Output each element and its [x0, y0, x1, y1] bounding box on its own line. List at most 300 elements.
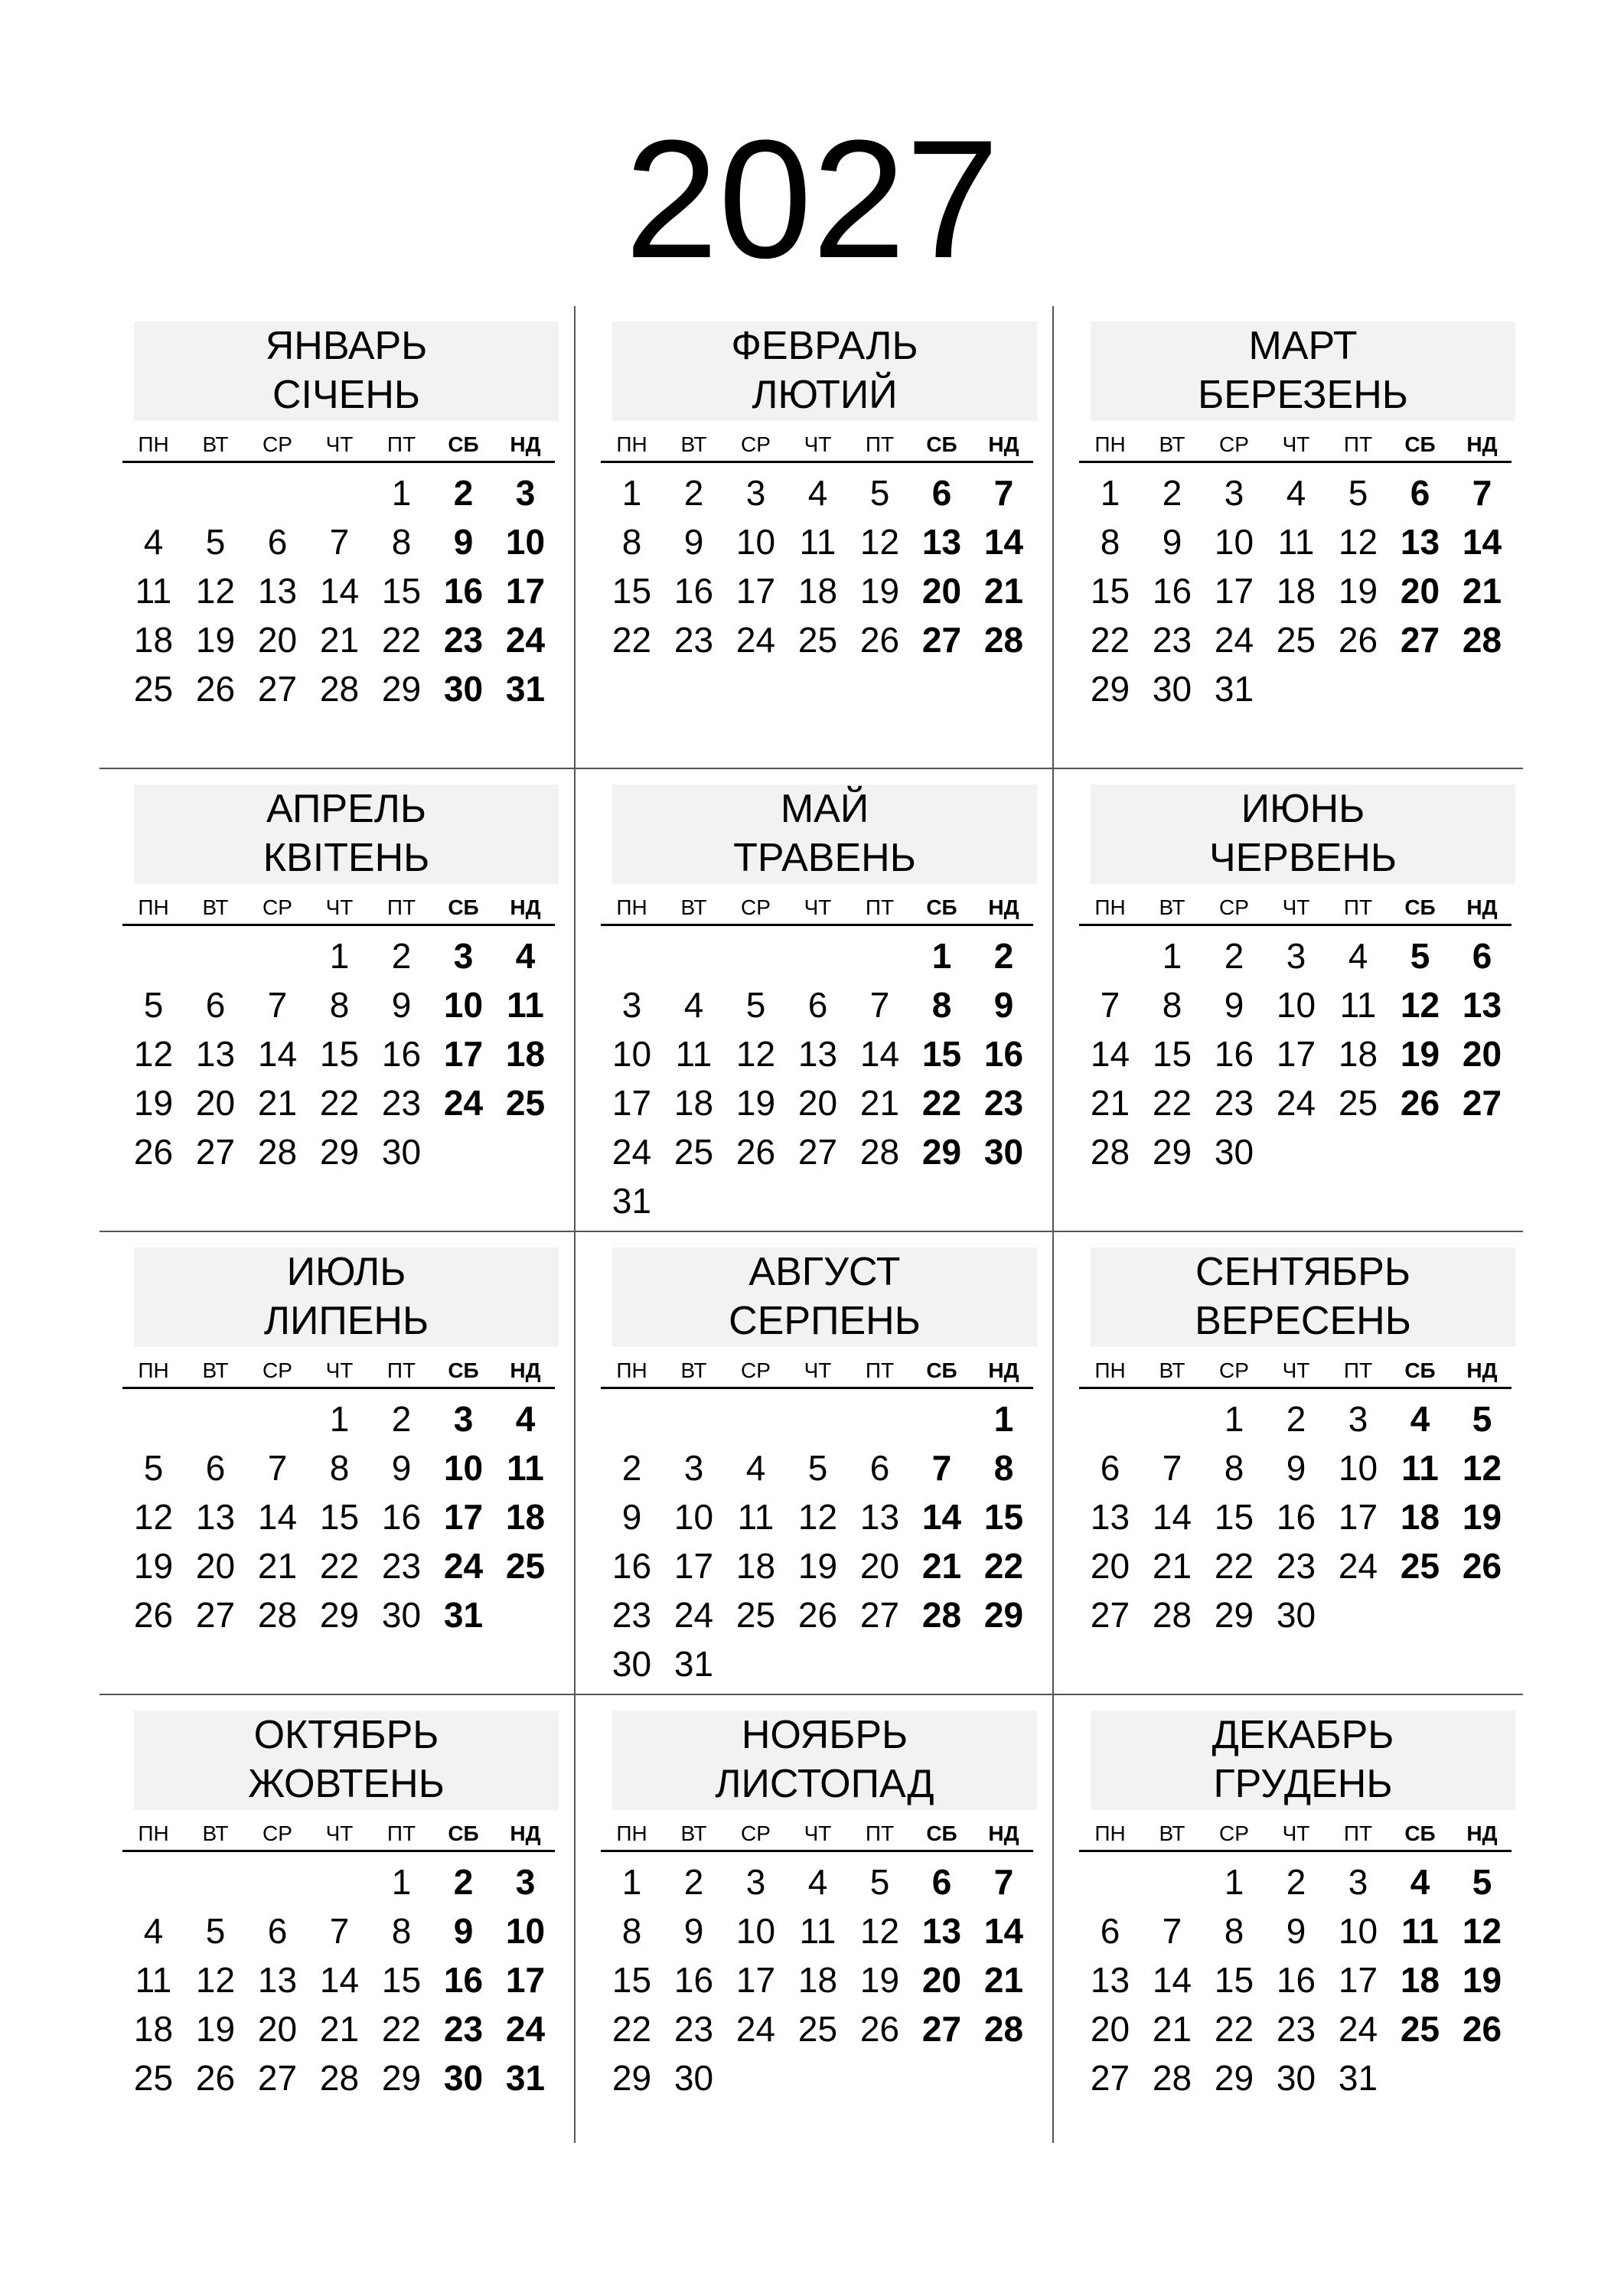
day-cell: 13 — [1090, 1960, 1130, 2000]
weekday-label: ВТ — [1159, 432, 1185, 456]
day-cell: 10 — [611, 1034, 652, 1074]
weekday-label: ЧТ — [325, 432, 354, 456]
day-cell: 22 — [1090, 620, 1130, 660]
weekday-label: ПН — [1094, 1821, 1126, 1845]
month-name-ru: ИЮНЬ — [1241, 787, 1365, 831]
day-cell: 21 — [257, 1083, 298, 1123]
day-cell: 27 — [257, 2058, 298, 2098]
day-cell: 26 — [195, 2058, 236, 2098]
day-cell: 15 — [1214, 1960, 1254, 2000]
day-cell: 25 — [735, 1595, 776, 1635]
day-cell: 17 — [443, 1497, 484, 1537]
day-cell: 8 — [621, 1911, 642, 1951]
day-cell: 31 — [505, 2058, 546, 2098]
day-cell: 26 — [735, 1132, 776, 1172]
weekday-label: СБ — [1404, 895, 1436, 919]
day-cell: 19 — [195, 2009, 236, 2049]
day-cell: 4 — [745, 1448, 766, 1488]
weekday-header — [122, 1819, 555, 1852]
day-cell: 19 — [1462, 1960, 1502, 2000]
day-cell: 20 — [921, 1960, 962, 2000]
day-cell: 2 — [683, 1862, 704, 1902]
day-cell: 25 — [797, 2009, 838, 2049]
day-cell: 2 — [993, 936, 1014, 976]
day-cell: 11 — [1339, 985, 1377, 1025]
weekday-header — [1079, 1356, 1511, 1389]
month-block — [99, 769, 551, 1221]
day-cell: 30 — [673, 2058, 714, 2098]
month-block — [578, 769, 1029, 1221]
day-cell: 8 — [391, 1911, 412, 1951]
day-cell: 22 — [319, 1546, 360, 1586]
month-header — [134, 1247, 559, 1347]
month-name-uk: СЕРПЕНЬ — [729, 1299, 921, 1343]
weekday-label: ЧТ — [1282, 1358, 1310, 1382]
day-cell: 15 — [381, 1960, 422, 2000]
day-cell: 3 — [1348, 1862, 1368, 1902]
day-cell: 28 — [319, 669, 360, 709]
day-cell: 10 — [505, 1911, 546, 1951]
weekday-label: НД — [988, 1821, 1019, 1845]
day-cell: 2 — [1162, 473, 1182, 513]
weekday-label: СР — [741, 1821, 771, 1845]
day-cell: 1 — [1100, 473, 1120, 513]
day-cell: 10 — [443, 985, 484, 1025]
weekday-label: СР — [263, 432, 292, 456]
month-name-uk: КВІТЕНЬ — [263, 836, 430, 880]
day-cell: 9 — [683, 522, 704, 562]
day-cell: 27 — [1090, 1595, 1130, 1635]
day-cell: 13 — [1090, 1497, 1130, 1537]
day-cell: 3 — [745, 473, 766, 513]
day-cell: 11 — [799, 1911, 836, 1951]
day-cell: 7 — [267, 985, 288, 1025]
day-cell: 21 — [257, 1546, 298, 1586]
month-name-uk: ЛЮТИЙ — [752, 373, 898, 417]
day-cell: 27 — [195, 1132, 236, 1172]
day-cell: 29 — [381, 2058, 422, 2098]
day-cell: 5 — [205, 522, 226, 562]
day-cell: 6 — [931, 1862, 952, 1902]
day-cell: 7 — [329, 522, 350, 562]
month-name-uk: ЧЕРВЕНЬ — [1208, 836, 1397, 880]
day-cell: 11 — [1277, 522, 1315, 562]
day-cell: 2 — [683, 473, 704, 513]
weekday-label: СР — [1219, 895, 1249, 919]
day-cell: 17 — [1214, 571, 1254, 611]
weekday-label: СБ — [448, 1821, 479, 1845]
month-header — [134, 784, 559, 884]
day-cell: 21 — [921, 1546, 962, 1586]
day-cell: 1 — [391, 1862, 412, 1902]
month-header — [1091, 321, 1515, 421]
weekday-label: НД — [510, 432, 541, 456]
month-name-uk: БЕРЕЗЕНЬ — [1198, 373, 1408, 417]
month-name-uk: ТРАВЕНЬ — [733, 836, 916, 880]
weekday-label: ВТ — [680, 1358, 707, 1382]
day-cell: 27 — [859, 1595, 900, 1635]
day-cell: 18 — [797, 571, 838, 611]
day-cell: 29 — [381, 669, 422, 709]
day-cell: 23 — [1214, 1083, 1254, 1123]
day-cell: 6 — [267, 522, 288, 562]
day-cell: 20 — [195, 1083, 236, 1123]
day-cell: 27 — [257, 669, 298, 709]
day-cell: 22 — [1152, 1083, 1192, 1123]
day-cell: 29 — [319, 1595, 360, 1635]
weekday-header — [122, 1356, 555, 1389]
day-cell: 18 — [133, 2009, 174, 2049]
day-cell: 28 — [257, 1132, 298, 1172]
day-cell: 24 — [1276, 1083, 1316, 1123]
month-block — [1056, 1232, 1508, 1684]
day-cell: 10 — [735, 522, 776, 562]
day-cell: 2 — [391, 1399, 412, 1439]
day-cell: 3 — [1348, 1399, 1368, 1439]
day-cell: 14 — [983, 1911, 1024, 1951]
day-cell: 16 — [1214, 1034, 1254, 1074]
day-cell: 24 — [443, 1083, 484, 1123]
day-cell: 6 — [205, 985, 226, 1025]
day-cell: 21 — [859, 1083, 900, 1123]
day-cell: 24 — [505, 620, 546, 660]
day-cell: 24 — [735, 2009, 776, 2049]
day-cell: 3 — [745, 1862, 766, 1902]
day-cell: 8 — [1224, 1911, 1244, 1951]
day-cell: 9 — [391, 1448, 412, 1488]
day-cell: 14 — [319, 1960, 360, 2000]
weekday-label: ПТ — [386, 895, 416, 919]
weekday-label: ВТ — [202, 895, 229, 919]
day-cell: 20 — [921, 571, 962, 611]
weekday-label: ЧТ — [325, 1821, 354, 1845]
day-cell: 31 — [1338, 2058, 1378, 2098]
day-cell: 3 — [515, 473, 536, 513]
day-cell: 23 — [1152, 620, 1192, 660]
weekday-label: ПТ — [386, 1358, 416, 1382]
day-cell: 7 — [1162, 1911, 1182, 1951]
day-cell: 14 — [257, 1034, 298, 1074]
month-header — [612, 1711, 1037, 1810]
day-cell: 5 — [869, 1862, 890, 1902]
month-block — [578, 1695, 1029, 2147]
day-cell: 9 — [1286, 1448, 1306, 1488]
weekday-label: ПН — [138, 432, 169, 456]
weekday-label: НД — [1466, 432, 1498, 456]
month-name-uk: ЛИСТОПАД — [715, 1762, 934, 1806]
day-cell: 29 — [921, 1132, 962, 1172]
weekday-label: ПН — [616, 1821, 647, 1845]
day-cell: 17 — [735, 571, 776, 611]
day-cell: 15 — [1090, 571, 1130, 611]
day-cell: 4 — [807, 1862, 828, 1902]
day-cell: 30 — [1152, 669, 1192, 709]
day-cell: 18 — [1400, 1497, 1440, 1537]
day-cell: 8 — [931, 985, 952, 1025]
day-cell: 26 — [195, 669, 236, 709]
weekday-label: ПТ — [1343, 1358, 1373, 1382]
day-cell: 23 — [381, 1546, 422, 1586]
day-cell: 2 — [453, 473, 474, 513]
day-cell: 27 — [921, 620, 962, 660]
day-cell: 10 — [673, 1497, 714, 1537]
weekday-label: ВТ — [202, 1358, 229, 1382]
day-cell: 11 — [1401, 1448, 1439, 1488]
day-cell: 21 — [319, 2009, 360, 2049]
day-cell: 15 — [1152, 1034, 1192, 1074]
day-cell: 7 — [993, 473, 1014, 513]
weekday-label: ПТ — [1343, 432, 1373, 456]
day-cell: 7 — [869, 985, 890, 1025]
day-cell: 11 — [737, 1497, 774, 1537]
month-name-ru: ДЕКАБРЬ — [1211, 1713, 1394, 1757]
weekday-label: СР — [263, 1358, 292, 1382]
day-cell: 16 — [1276, 1497, 1316, 1537]
day-cell: 1 — [621, 473, 642, 513]
day-cell: 25 — [1400, 2009, 1440, 2049]
weekday-label: СР — [1219, 432, 1249, 456]
day-cell: 23 — [673, 2009, 714, 2049]
day-cell: 6 — [1472, 936, 1492, 976]
month-name-ru: ОКТЯБРЬ — [253, 1713, 439, 1757]
day-cell: 30 — [381, 1595, 422, 1635]
day-cell: 2 — [621, 1448, 642, 1488]
day-cell: 16 — [1276, 1960, 1316, 2000]
day-cell: 12 — [195, 1960, 236, 2000]
weekday-label: СБ — [1404, 1358, 1436, 1382]
day-cell: 5 — [143, 985, 164, 1025]
day-cell: 29 — [319, 1132, 360, 1172]
weekday-header — [601, 1819, 1033, 1852]
day-cell: 12 — [1338, 522, 1378, 562]
day-cell: 9 — [1162, 522, 1182, 562]
day-cell: 15 — [921, 1034, 962, 1074]
month-block — [578, 1232, 1029, 1684]
month-name-ru: АВГУСТ — [748, 1250, 901, 1294]
day-cell: 18 — [505, 1497, 546, 1537]
day-cell: 4 — [1410, 1399, 1430, 1439]
day-cell: 20 — [1090, 1546, 1130, 1586]
day-cell: 6 — [205, 1448, 226, 1488]
day-cell: 28 — [921, 1595, 962, 1635]
weekday-label: НД — [1466, 1821, 1498, 1845]
weekday-header — [122, 893, 555, 926]
day-cell: 12 — [133, 1034, 174, 1074]
day-cell: 3 — [1286, 936, 1306, 976]
day-cell: 27 — [1090, 2058, 1130, 2098]
day-cell: 21 — [319, 620, 360, 660]
month-block — [1056, 769, 1508, 1221]
day-cell: 1 — [931, 936, 952, 976]
month-header — [1091, 1711, 1515, 1810]
day-cell: 16 — [381, 1034, 422, 1074]
month-header — [134, 1711, 559, 1810]
day-cell: 6 — [1410, 473, 1430, 513]
day-cell: 30 — [1214, 1132, 1254, 1172]
day-cell: 23 — [443, 620, 484, 660]
day-cell: 20 — [195, 1546, 236, 1586]
day-cell: 16 — [673, 571, 714, 611]
day-cell: 20 — [1462, 1034, 1502, 1074]
day-cell: 5 — [745, 985, 766, 1025]
day-cell: 18 — [505, 1034, 546, 1074]
weekday-label: ПН — [138, 1358, 169, 1382]
weekday-label: ЧТ — [325, 1358, 354, 1382]
day-cell: 14 — [1090, 1034, 1130, 1074]
day-cell: 16 — [443, 1960, 484, 2000]
day-cell: 31 — [611, 1181, 652, 1221]
day-cell: 7 — [993, 1862, 1014, 1902]
weekday-label: ВТ — [680, 895, 707, 919]
day-cell: 10 — [505, 522, 546, 562]
day-cell: 11 — [675, 1034, 713, 1074]
day-cell: 9 — [683, 1911, 704, 1951]
day-cell: 28 — [1152, 1595, 1192, 1635]
day-cell: 6 — [931, 473, 952, 513]
day-cell: 1 — [391, 473, 412, 513]
day-cell: 8 — [1162, 985, 1182, 1025]
day-cell: 15 — [611, 571, 652, 611]
day-cell: 27 — [195, 1595, 236, 1635]
day-cell: 28 — [1090, 1132, 1130, 1172]
day-cell: 23 — [1276, 1546, 1316, 1586]
day-cell: 21 — [1152, 2009, 1192, 2049]
weekday-label: НД — [1466, 895, 1498, 919]
weekday-label: ЧТ — [1282, 1821, 1310, 1845]
month-name-ru: МАЙ — [780, 787, 869, 831]
day-cell: 9 — [993, 985, 1014, 1025]
day-cell: 8 — [329, 985, 350, 1025]
day-cell: 20 — [859, 1546, 900, 1586]
day-cell: 25 — [133, 669, 174, 709]
day-cell: 29 — [1090, 669, 1130, 709]
day-cell: 16 — [443, 571, 484, 611]
day-cell: 28 — [257, 1595, 298, 1635]
weekday-label: ПН — [138, 895, 169, 919]
weekday-label: ВТ — [680, 1821, 707, 1845]
day-cell: 13 — [797, 1034, 838, 1074]
day-cell: 28 — [1462, 620, 1502, 660]
month-block — [578, 306, 1029, 758]
day-cell: 30 — [443, 669, 484, 709]
day-cell: 1 — [993, 1399, 1014, 1439]
day-cell: 10 — [1338, 1448, 1378, 1488]
day-cell: 15 — [381, 571, 422, 611]
day-cell: 22 — [381, 620, 422, 660]
day-cell: 21 — [1152, 1546, 1192, 1586]
day-cell: 11 — [135, 571, 172, 611]
weekday-label: ВТ — [1159, 895, 1185, 919]
day-cell: 9 — [1224, 985, 1244, 1025]
day-cell: 15 — [319, 1497, 360, 1537]
day-cell: 27 — [921, 2009, 962, 2049]
weekday-label: СР — [263, 895, 292, 919]
day-cell: 29 — [611, 2058, 652, 2098]
weekday-label: ПН — [616, 1358, 647, 1382]
day-cell: 19 — [1400, 1034, 1440, 1074]
day-cell: 17 — [1338, 1960, 1378, 2000]
day-cell: 14 — [319, 571, 360, 611]
day-cell: 10 — [1214, 522, 1254, 562]
month-header — [612, 321, 1037, 421]
year-title: 2027 — [624, 105, 1000, 293]
day-cell: 8 — [993, 1448, 1014, 1488]
day-cell: 5 — [869, 473, 890, 513]
day-cell: 6 — [869, 1448, 890, 1488]
day-cell: 6 — [267, 1911, 288, 1951]
weekday-label: СБ — [926, 432, 957, 456]
day-cell: 18 — [673, 1083, 714, 1123]
month-block — [99, 1695, 551, 2147]
weekday-label: ПТ — [1343, 1821, 1373, 1845]
day-cell: 22 — [1214, 2009, 1254, 2049]
day-cell: 27 — [797, 1132, 838, 1172]
day-cell: 5 — [205, 1911, 226, 1951]
weekday-label: ПТ — [865, 895, 895, 919]
day-cell: 12 — [195, 571, 236, 611]
day-cell: 26 — [133, 1132, 174, 1172]
weekday-label: ЧТ — [325, 895, 354, 919]
day-cell: 1 — [329, 936, 350, 976]
day-cell: 4 — [683, 985, 704, 1025]
day-cell: 2 — [1286, 1399, 1306, 1439]
day-cell: 12 — [1462, 1911, 1502, 1951]
day-cell: 20 — [1400, 571, 1440, 611]
weekday-label: ПН — [616, 432, 647, 456]
weekday-header — [1079, 893, 1511, 926]
day-cell: 13 — [859, 1497, 900, 1537]
day-cell: 3 — [453, 936, 474, 976]
day-cell: 1 — [329, 1399, 350, 1439]
day-cell: 29 — [1214, 2058, 1254, 2098]
day-cell: 12 — [859, 1911, 900, 1951]
weekday-label: ПН — [138, 1821, 169, 1845]
weekday-label: ВТ — [680, 432, 707, 456]
day-cell: 25 — [133, 2058, 174, 2098]
day-cell: 28 — [1152, 2058, 1192, 2098]
weekday-label: ПТ — [865, 1821, 895, 1845]
day-cell: 17 — [611, 1083, 652, 1123]
weekday-label: СР — [1219, 1821, 1249, 1845]
day-cell: 14 — [1152, 1497, 1192, 1537]
day-cell: 15 — [319, 1034, 360, 1074]
day-cell: 4 — [515, 936, 536, 976]
day-cell: 10 — [1276, 985, 1316, 1025]
day-cell: 30 — [443, 2058, 484, 2098]
weekday-label: ПТ — [865, 432, 895, 456]
day-cell: 24 — [1338, 1546, 1378, 1586]
weekday-label: ВТ — [202, 1821, 229, 1845]
day-cell: 20 — [257, 2009, 298, 2049]
day-cell: 19 — [133, 1546, 174, 1586]
day-cell: 5 — [143, 1448, 164, 1488]
day-cell: 21 — [983, 571, 1024, 611]
day-cell: 3 — [1224, 473, 1244, 513]
weekday-label: ЧТ — [1282, 895, 1310, 919]
day-cell: 29 — [1152, 1132, 1192, 1172]
day-cell: 8 — [621, 522, 642, 562]
day-cell: 17 — [443, 1034, 484, 1074]
day-cell: 25 — [505, 1546, 546, 1586]
weekday-label: ВТ — [202, 432, 229, 456]
day-cell: 15 — [1214, 1497, 1254, 1537]
weekday-label: СБ — [448, 432, 479, 456]
day-cell: 13 — [921, 1911, 962, 1951]
day-cell: 3 — [453, 1399, 474, 1439]
day-cell: 26 — [1338, 620, 1378, 660]
day-cell: 5 — [1348, 473, 1368, 513]
day-cell: 17 — [1338, 1497, 1378, 1537]
